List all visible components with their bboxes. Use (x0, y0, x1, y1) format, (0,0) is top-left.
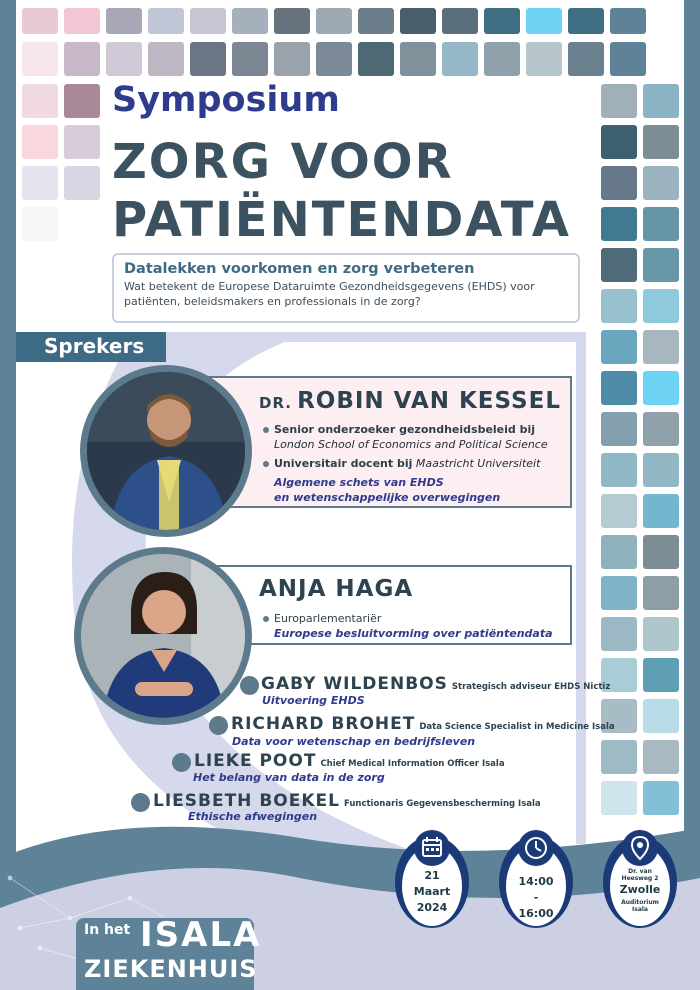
mosaic-tile (64, 8, 100, 34)
speaker-dot-icon (240, 676, 259, 695)
mosaic-tile (526, 42, 562, 76)
speaker-photo-haga-image (81, 554, 245, 718)
mosaic-tile (601, 166, 637, 200)
mosaic-tile (643, 248, 679, 282)
speaker-card-van-kessel (205, 376, 572, 508)
speaker-topic-brohet: Data voor wetenschap en bedrijfsleven (232, 735, 476, 748)
mosaic-tile (643, 781, 679, 815)
mosaic-tile (601, 453, 637, 487)
mosaic-tile (601, 740, 637, 774)
mosaic-tile (316, 8, 352, 34)
mosaic-tile (442, 42, 478, 76)
mosaic-tile (643, 289, 679, 323)
mosaic-tile (400, 42, 436, 76)
mosaic-tile (484, 8, 520, 34)
mosaic-tile (601, 781, 637, 815)
mosaic-tile (643, 453, 679, 487)
mosaic-tile (643, 494, 679, 528)
venue-name-2: ZIEKENHUIS (84, 955, 258, 983)
description-line2: patiënten, beleidsmakers en professionals in de zorg? (124, 294, 421, 308)
mosaic-tile (64, 166, 100, 200)
mosaic-tile (610, 8, 646, 34)
mosaic-tile (400, 8, 436, 34)
speaker-topic-van-kessel: Algemene schets van EHDS en wetenschappelijke overwegingen (274, 476, 501, 504)
speaker-role-1: Senior onderzoeker gezondheidsbeleid bij London School of Economics and Political Science (263, 422, 563, 453)
calendar-icon (414, 830, 450, 866)
mosaic-tile (64, 84, 100, 118)
speaker-name-haga: ANJA HAGA (259, 576, 414, 602)
description (124, 280, 568, 310)
subtitle: Datalekken voorkomen en zorg verbeteren (124, 261, 475, 277)
mosaic-tile (643, 125, 679, 159)
mosaic-tile (526, 8, 562, 34)
speaker-role-haga: Europarlementariër (263, 611, 381, 626)
bullet-icon (263, 427, 269, 433)
mosaic-tile (22, 207, 58, 241)
mosaic-tile (358, 42, 394, 76)
speaker-photo-haga (74, 547, 252, 725)
mosaic-tile (601, 289, 637, 323)
mosaic-tile (148, 8, 184, 34)
clock-icon (518, 830, 554, 866)
mosaic-tile (232, 42, 268, 76)
bullet-icon (263, 616, 269, 622)
mosaic-tile (22, 8, 58, 34)
mosaic-tile (274, 8, 310, 34)
mosaic-tile (601, 535, 637, 569)
mosaic-tile (601, 576, 637, 610)
mosaic-tile (643, 740, 679, 774)
mosaic-tile (643, 371, 679, 405)
subtitle-box (112, 253, 580, 323)
eyebrow-title: Symposium (112, 80, 340, 120)
mosaic-tile (601, 412, 637, 446)
mosaic-tile (64, 42, 100, 76)
mosaic-tile (601, 330, 637, 364)
event-time: 14:00 - 16:00 (518, 875, 554, 920)
mosaic-tile (610, 42, 646, 76)
mosaic-tile (643, 330, 679, 364)
venue-prefix: In het (84, 922, 131, 938)
mosaic-tile (232, 8, 268, 34)
mosaic-tile (601, 371, 637, 405)
speaker-name-poot: LIEKE POOT Chief Medical Information Officer Isala (194, 751, 505, 771)
mosaic-tile (442, 8, 478, 34)
mosaic-tile (643, 412, 679, 446)
speaker-name-brohet: RICHARD BROHET Data Science Specialist in Medicine Isala (231, 714, 615, 734)
main-title-line1: ZORG VOOR (112, 134, 454, 190)
mosaic-tile (601, 617, 637, 651)
speaker-topic-poot: Het belang van data in de zorg (193, 771, 385, 784)
mosaic-tile (601, 84, 637, 118)
speaker-dot-icon (209, 716, 228, 735)
mosaic-tile (568, 42, 604, 76)
mosaic-tile (601, 125, 637, 159)
mosaic-tile (601, 207, 637, 241)
mosaic-tile (484, 42, 520, 76)
event-date: 21 Maart 2024 (413, 869, 451, 914)
mosaic-tile (274, 42, 310, 76)
speaker-photo-van-kessel-image (87, 372, 245, 530)
mosaic-tile (316, 42, 352, 76)
speakers-section-label: Sprekers (16, 332, 166, 362)
speaker-photo-van-kessel (80, 365, 252, 537)
bullet-icon (263, 461, 269, 467)
mosaic-tile (22, 166, 58, 200)
mosaic-tile (601, 248, 637, 282)
mosaic-tile (22, 125, 58, 159)
mosaic-tile (148, 42, 184, 76)
speaker-dot-icon (172, 753, 191, 772)
speaker-role-2: Universitair docent bij Maastricht Universiteit (263, 456, 563, 472)
mosaic-tile (190, 8, 226, 34)
mosaic-tile (358, 8, 394, 34)
main-title-line2: PATIËNTENDATA (112, 192, 571, 248)
mosaic-tile (643, 84, 679, 118)
mosaic-tile (643, 166, 679, 200)
mosaic-tile (643, 576, 679, 610)
speaker-topic-boekel: Ethische afwegingen (188, 810, 318, 823)
speaker-dot-icon (131, 793, 150, 812)
mosaic-tile (643, 535, 679, 569)
mosaic-tile (643, 658, 679, 692)
speaker-name-wildenbos: GABY WILDENBOS Strategisch adviseur EHDS Nictiz (261, 674, 611, 694)
mosaic-tile (568, 8, 604, 34)
mosaic-tile (22, 84, 58, 118)
mosaic-tile (643, 207, 679, 241)
mosaic-tile (64, 125, 100, 159)
speaker-topic-wildenbos: Uitvoering EHDS (262, 694, 365, 707)
mosaic-tile (106, 42, 142, 76)
mosaic-tile (106, 8, 142, 34)
description-line1: Wat betekent de Europese Dataruimte Gezondheidsgegevens (EHDS) voor (124, 280, 535, 293)
speaker-name-boekel: LIESBETH BOEKEL Functionaris Gegevensbescherming Isala (153, 791, 541, 811)
mosaic-tile (643, 699, 679, 733)
mosaic-tile (22, 42, 58, 76)
speaker-name-van-kessel: DR. ROBIN VAN KESSEL (259, 388, 561, 414)
event-location: Dr. van Heesweg 2 Zwolle Auditorium Isala (619, 868, 661, 914)
speaker-topic-haga: Europese besluitvorming over patiëntendata (274, 627, 553, 640)
venue-name: ISALA (140, 915, 262, 955)
mosaic-tile (643, 617, 679, 651)
mosaic-tile (601, 494, 637, 528)
map-pin-icon (622, 830, 658, 866)
speaker-card-haga (205, 565, 572, 645)
mosaic-tile (190, 42, 226, 76)
